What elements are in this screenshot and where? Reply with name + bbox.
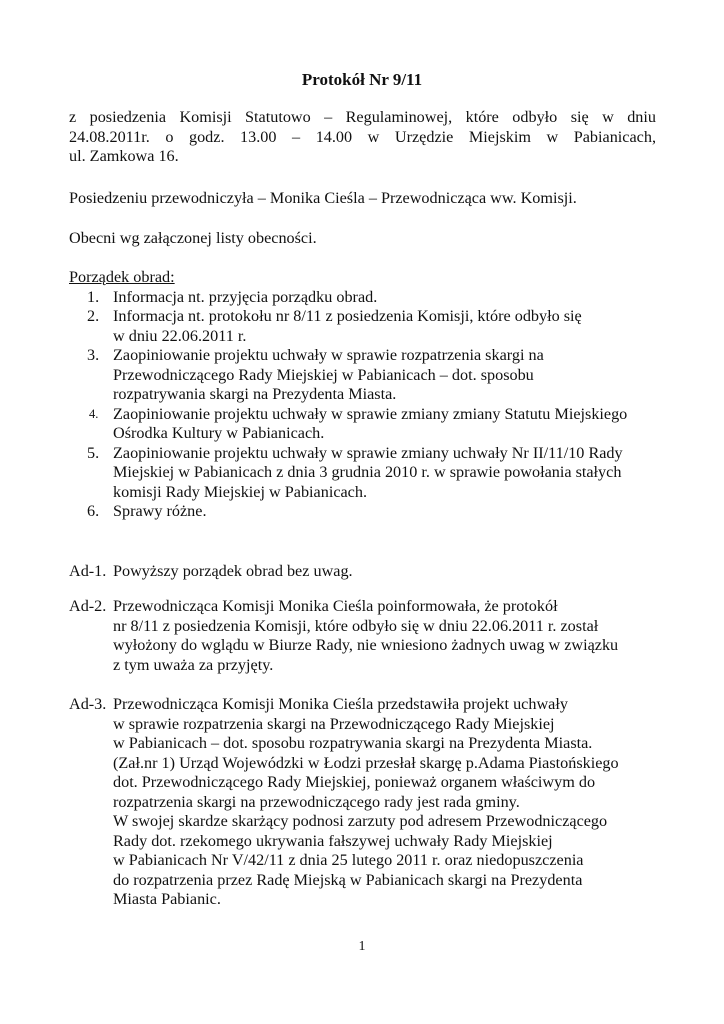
agenda-item-number: 2.: [87, 307, 100, 325]
ad-3-text: rozpatrzenia skargi na przewodniczącego rady jest rada gminy.: [113, 792, 520, 811]
agenda: [69, 268, 669, 522]
document-title: Protokół Nr 9/11: [301, 70, 423, 89]
agenda-heading: Porządek obrad:: [69, 268, 175, 286]
ad-2-text: z tym uważa za przyjęty.: [113, 655, 274, 674]
agenda-item-number: 4.: [89, 406, 99, 421]
agenda-item: [69, 288, 669, 308]
intro-line: 24.08.2011r. o godz. 13.00 – 14.00 w Urzędzie Miejskim w Pabianicach,: [69, 127, 656, 146]
ad-3-label: Ad-3.: [69, 695, 107, 713]
intro-line: z posiedzenia Komisji Statutowo – Regulaminowej, które odbyło się w dniu: [69, 108, 656, 126]
chair-paragraph: Posiedzeniu przewodniczyła – Monika Cieśla – Przewodnicząca ww. Komisji.: [69, 189, 577, 207]
ad-2-text: nr 8/11 z posiedzenia Komisji, które odbyło się w dniu 22.06.2011 r. został: [113, 616, 599, 635]
agenda-item-text: Informacja nt. przyjęcia porządku obrad.: [113, 287, 378, 306]
agenda-item: [69, 405, 669, 444]
agenda-item: [69, 444, 669, 503]
intro-line: ul. Zamkowa 16.: [69, 147, 179, 165]
agenda-item-text: Zaopiniowanie projektu uchwały w sprawie zmiany uchwały Nr II/11/10 Rady: [113, 443, 623, 462]
ad-3-text: Przewodnicząca Komisji Monika Cieśla przedstawiła projekt uchwały: [113, 695, 568, 713]
ad-3-text: w Pabianicach Nr V/42/11 z dnia 25 lutego 2011 r. oraz niedopuszczenia: [113, 851, 584, 869]
intro-paragraph: [69, 108, 656, 167]
agenda-item-text: rozpatrywania skargi na Prezydenta Miasta.: [113, 385, 397, 403]
agenda-item-text: Sprawy różne.: [113, 502, 207, 520]
ad-3-text: Miasta Pabianic.: [113, 890, 221, 908]
agenda-item-text: Przewodniczącego Rady Miejskiej w Pabianicach – dot. sposobu: [113, 365, 534, 384]
agenda-item-text: Ośrodka Kultury w Pabianicach.: [113, 424, 325, 442]
agenda-item-text: Informacja nt. protokołu nr 8/11 z posiedzenia Komisji, które odbyło się: [113, 307, 582, 325]
agenda-item-number: 5.: [87, 443, 100, 462]
ad-3-text: do rozpatrzenia przez Radę Miejską w Pabianicach skargi na Prezydenta: [113, 870, 583, 889]
agenda-item-number: 3.: [87, 346, 100, 364]
agenda-item-number: 1.: [87, 287, 100, 306]
agenda-item: [69, 502, 669, 522]
agenda-item-text: Zaopiniowanie projektu uchwały w sprawie zmiany zmiany Statutu Miejskiego: [113, 404, 628, 423]
agenda-item: [69, 346, 669, 405]
ad-3-text: W swojej skardze skarżący podnosi zarzuty pod adresem Przewodniczącego: [113, 812, 608, 830]
ad-3-text: dot. Przewodniczącego Rady Miejskiej, ponieważ organem właściwym do: [113, 773, 596, 791]
agenda-item-text: Zaopiniowanie projektu uchwały w sprawie rozpatrzenia skargi na: [113, 346, 544, 364]
ad-3-section: [69, 695, 669, 910]
agenda-item-text: komisji Rady Miejskiej w Pabianicach.: [113, 482, 368, 501]
ad-3-text: w Pabianicach – dot. sposobu rozpatrywania skargi na Prezydenta Miasta.: [113, 734, 593, 752]
ad-2-text: wyłożony do wglądu w Biurze Rady, nie wniesiono żadnych uwag w związku: [113, 636, 619, 654]
ad-1-label: Ad-1.: [69, 562, 107, 580]
agenda-item: [69, 307, 669, 346]
ad-3-text: Rady dot. rzekomego ukrywania fałszywej uchwały Rady Miejskiej: [113, 831, 553, 850]
page-number: 1: [358, 939, 366, 954]
agenda-item-text: Miejskiej w Pabianicach z dnia 3 grudnia 2010 r. w sprawie powołania stałych: [113, 463, 622, 481]
attendance-paragraph: Obecni wg załączonej listy obecności.: [69, 229, 317, 247]
agenda-item-number: 6.: [87, 502, 100, 520]
ad-2-text: Przewodnicząca Komisji Monika Cieśla poinformowała, że protokół: [113, 597, 558, 615]
ad-2-label: Ad-2.: [69, 597, 107, 615]
ad-2-section: [69, 597, 669, 675]
ad-3-text: (Zał.nr 1) Urząd Wojewódzki w Łodzi przesłał skargę p.Adama Piastońskiego: [113, 753, 619, 772]
ad-1-text: Powyższy porządek obrad bez uwag.: [113, 562, 353, 580]
ad-3-text: w sprawie rozpatrzenia skargi na Przewodniczącego Rady Miejskiej: [113, 714, 555, 733]
agenda-item-text: w dniu 22.06.2011 r.: [113, 326, 247, 345]
ad-1-section: [69, 562, 669, 582]
